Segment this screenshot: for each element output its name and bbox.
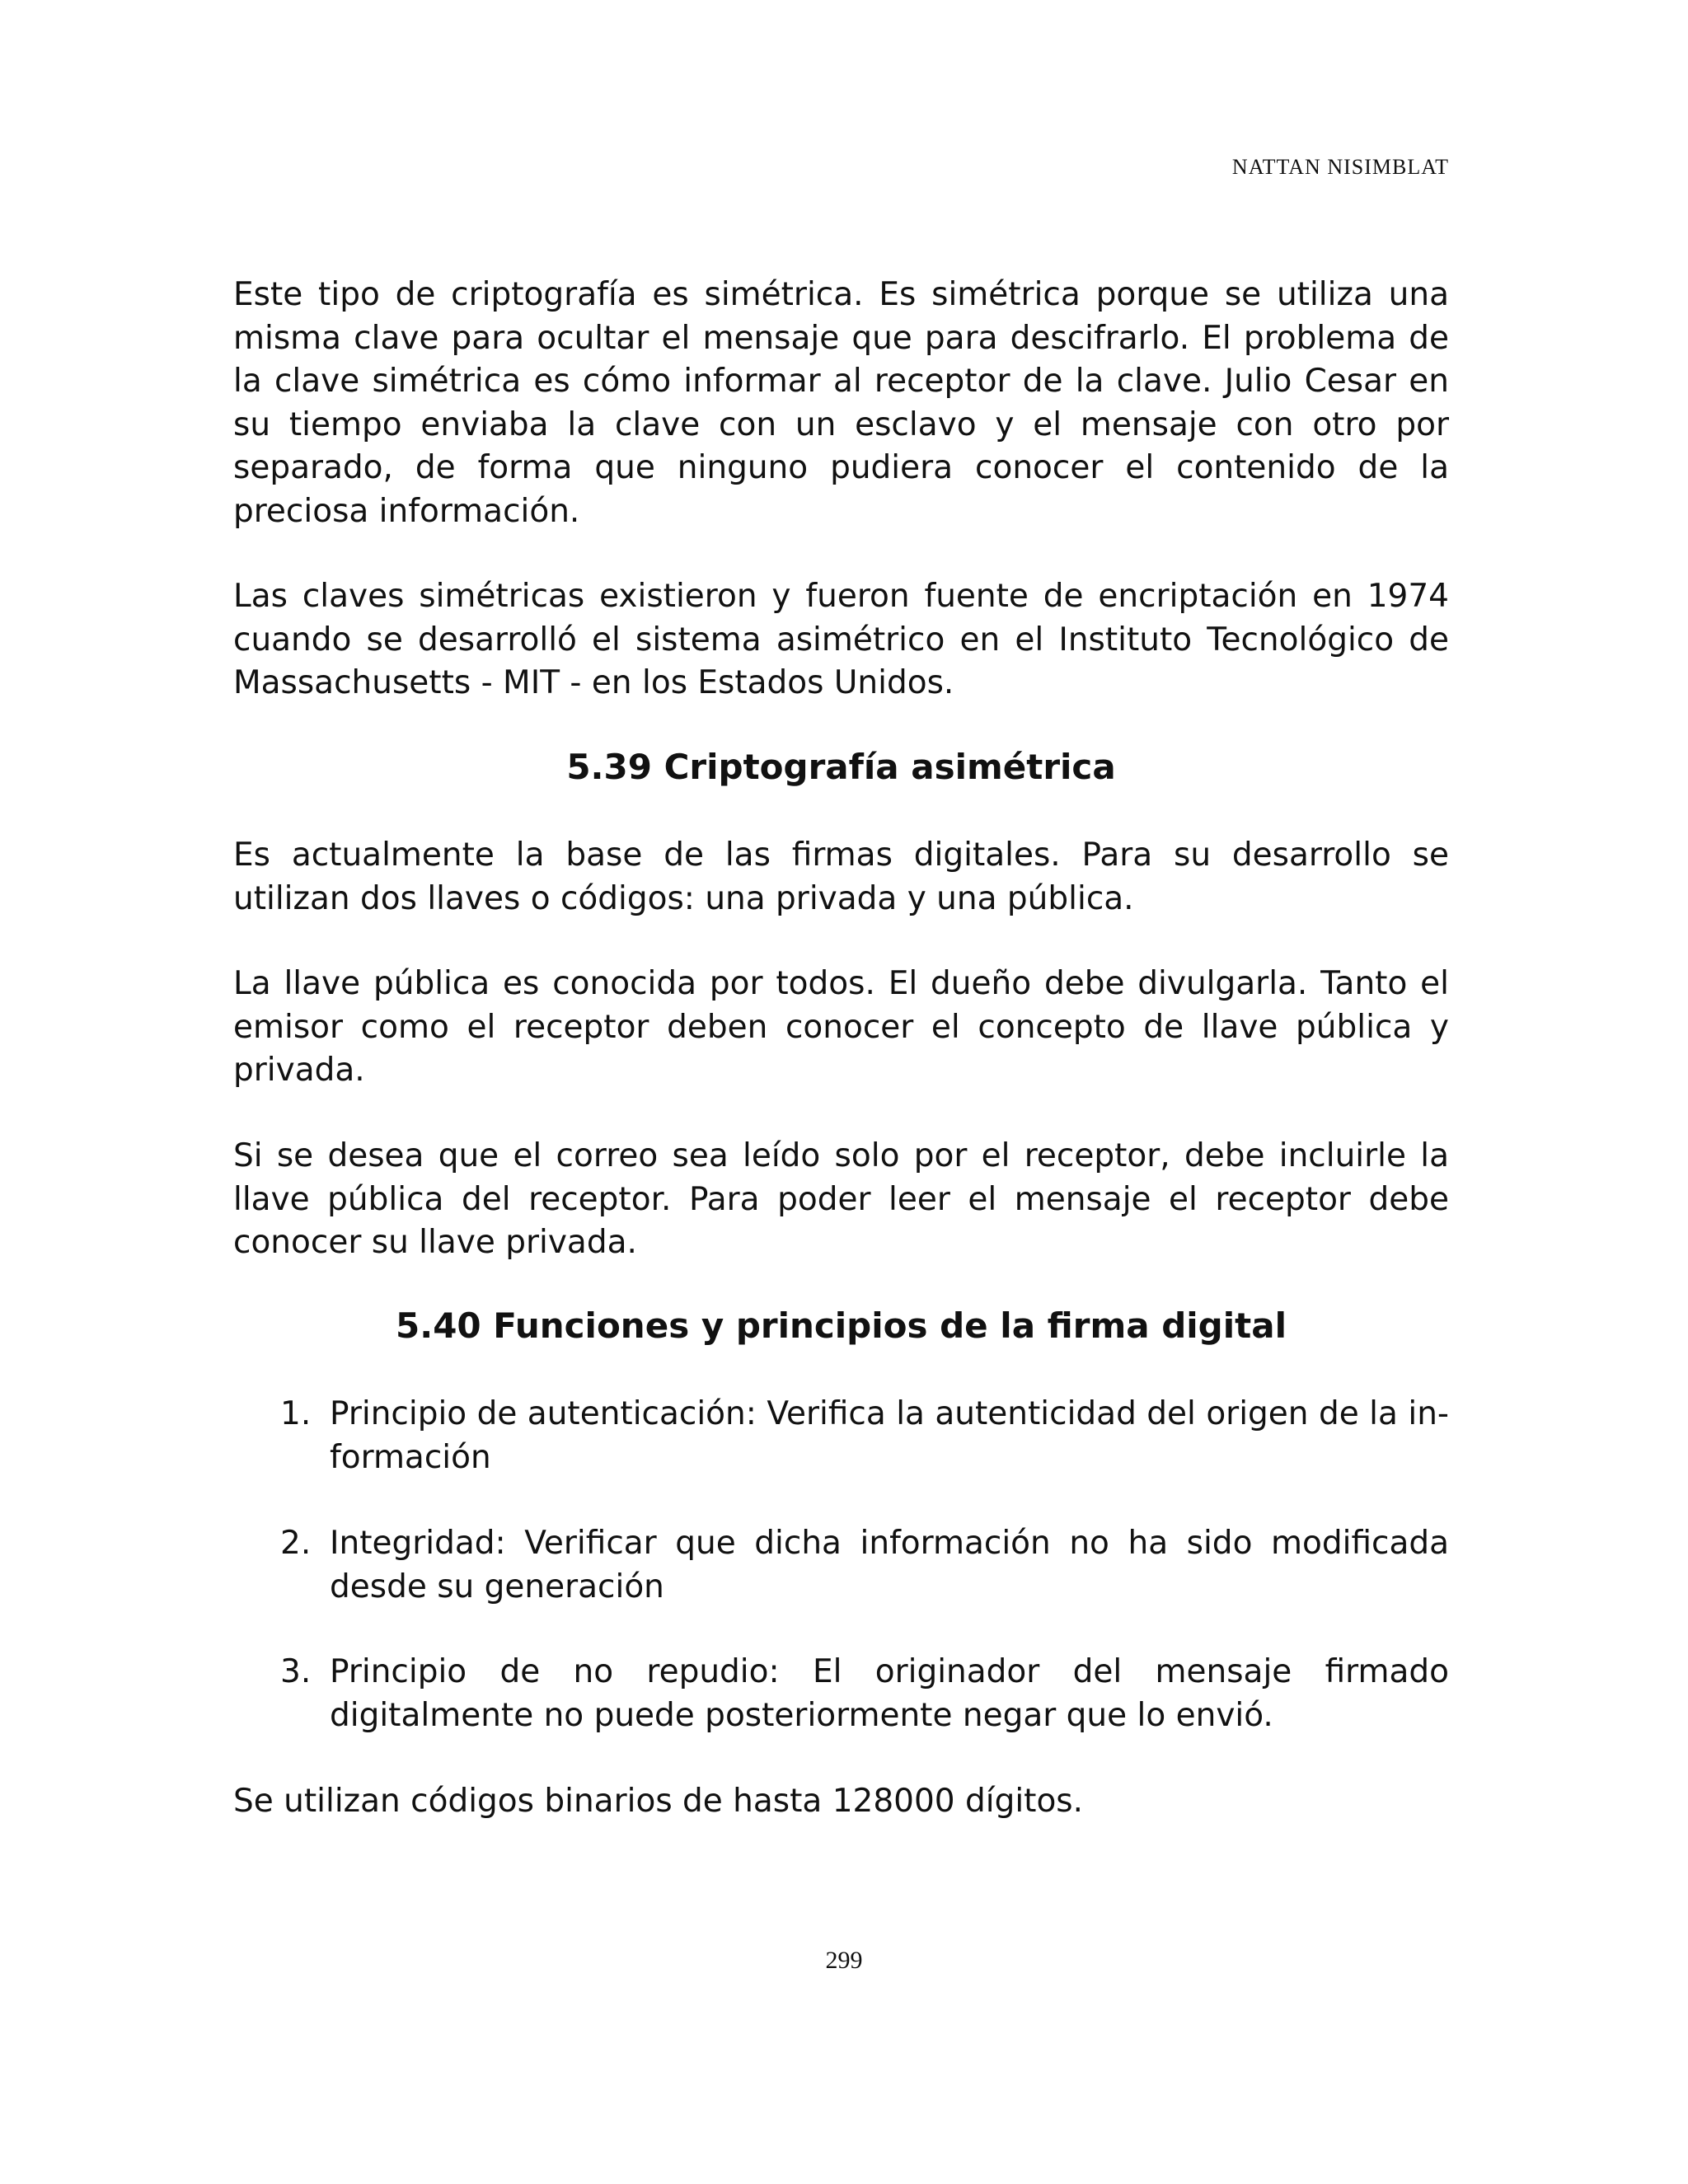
list-item-text: Integridad: Verificar que dicha información no ha sido modificada desde su generación (330, 1525, 1449, 1605)
paragraph-private-key: Si se desea que el correo sea leído solo por el receptor, debe incluirle la llave pública del receptor. Para poder leer el mensaje el receptor debe conocer su llave privada. (233, 1137, 1449, 1261)
list-item-number: 2. (280, 1525, 312, 1562)
paragraph-symmetric-crypto: Este tipo de criptografía es simétrica. Es simétrica porque se utiliza una misma clave para ocultar el mensaje que para descifrarlo. El problema de la clave simétrica es cómo informar al receptor de la clave. Julio Cesar en su tiempo enviaba la clave con un esclavo y el mensaje con otro por separado, de forma que ninguno pudiera conocer el contenido de la preciosa información. (233, 276, 1449, 530)
paragraph-binary-codes: Se utilizan códigos binarios de hasta 128000 dígitos. (233, 1783, 1084, 1820)
paragraph-public-key: La llave pública es conocida por todos. El dueño debe divulgarla. Tanto el emisor como el receptor deben conocer el concepto de llave pública y privada. (233, 965, 1449, 1089)
paragraph-asymmetric-basis: Es actualmente la base de las firmas digitales. Para su desarrollo se utilizan dos llaves o códigos: una privada y una pública. (233, 837, 1449, 917)
paragraph-symmetric-history: Las claves simétricas existieron y fueron fuente de encriptación en 1974 cuando se desarrolló el sistema asimétrico en el Instituto Tecnológico de Massachusetts - MIT - en los Estados Unidos. (233, 578, 1449, 701)
list-item-number: 3. (280, 1653, 312, 1690)
section-heading-asymmetric: 5.39 Criptografía asimétrica (566, 747, 1116, 787)
list-item-text: Principio de autenticación: Verifica la autenticidad del origen de la información (330, 1395, 1449, 1476)
list-item (280, 1393, 1449, 1479)
list-item (280, 1522, 1449, 1609)
list-item-number: 1. (280, 1395, 312, 1432)
section-heading-digital-signature: 5.40 Funciones y principios de la firma digital (396, 1305, 1287, 1346)
running-header-author: NATTAN NISIMBLAT (1231, 155, 1449, 179)
page-number: 299 (825, 1947, 863, 1974)
list-item-text: Principio de no repudio: El originador del mensaje firmado digitalmente no puede posteriormente negar que lo envió. (330, 1653, 1449, 1734)
list-item (280, 1651, 1449, 1737)
